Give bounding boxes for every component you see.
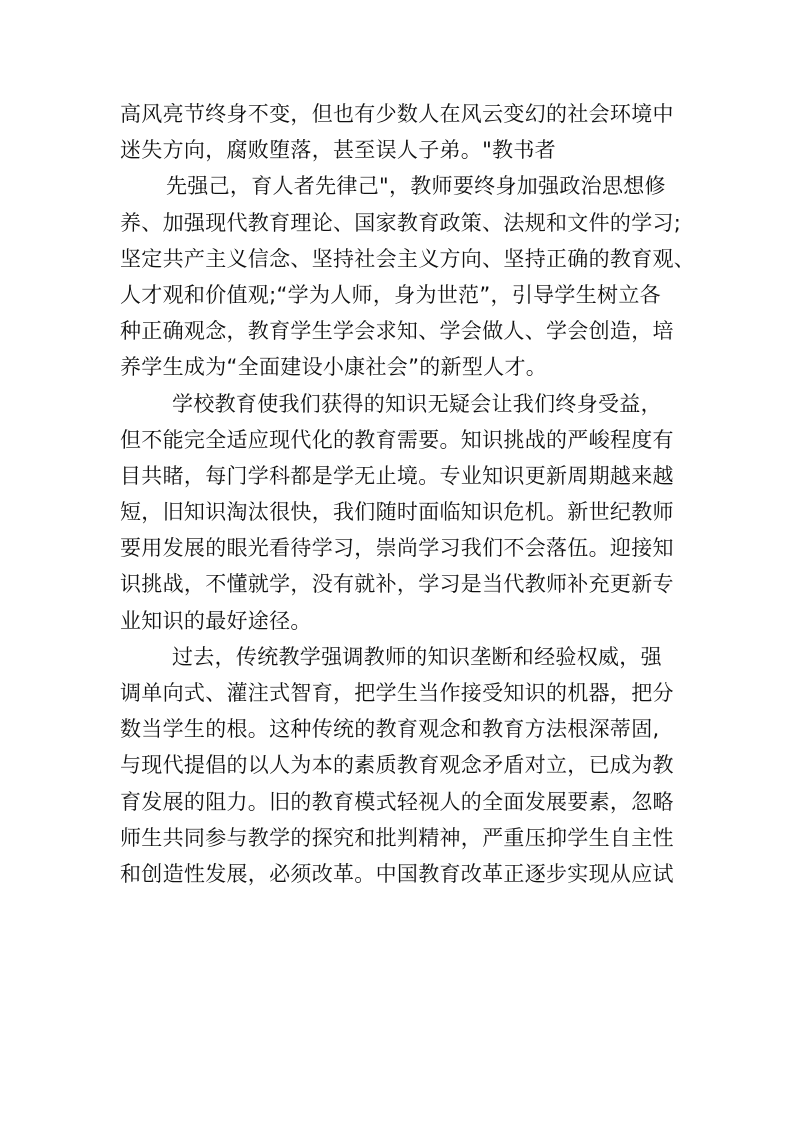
text-line: 学校教育使我们获得的知识无疑会让我们终身受益， [172, 391, 662, 416]
text-line: 和创造性发展，必须改革。中国教育改革正逐步实现从应试 [120, 861, 674, 886]
paragraph-1 [120, 96, 680, 168]
text-line: 养学生成为“全面建设小康社会”的新型人才。 [120, 355, 548, 380]
text-line: 目共睹，每门学科都是学无止境。专业知识更新周期越来越 [120, 463, 674, 488]
text-line: 识挑战，不懂就学，没有就补，学习是当代教师补充更新专 [120, 572, 674, 597]
text-line: 迷失方向，腐败堕落，甚至误人子弟。"教书者 [120, 138, 556, 163]
paragraph-4 [120, 639, 680, 892]
text-line: 调单向式、灌注式智育，把学生当作接受知识的机器，把分 [120, 681, 674, 705]
text-line: 数当学生的根。这种传统的教育观念和教育方法根深蒂固, [120, 717, 660, 742]
document-body [120, 96, 696, 892]
text-line: 短，旧知识淘汰很快，我们随时面临知识危机。新世纪教师 [120, 500, 674, 525]
text-line: 种正确观念，教育学生学会求知、学会做人、学会创造，培 [120, 319, 674, 344]
text-line: 过去，传统教学强调教师的知识垄断和经验权威，强 [172, 644, 662, 669]
paragraph-3 [120, 386, 680, 639]
text-line: 要用发展的眼光看待学习，崇尚学习我们不会落伍。迎接知 [120, 536, 674, 561]
text-line: 养、加强现代教育理论、国家教育政策、法规和文件的学习; [120, 210, 682, 235]
paragraph-2 [120, 168, 696, 385]
text-line: 先强己，育人者先律己"，教师要终身加强政治思想修 [166, 174, 666, 199]
text-line: 人才观和价值观;“学为人师，身为世范”，引导学生树立各 [120, 282, 661, 307]
text-line: 育发展的阻力。旧的教育模式轻视人的全面发展要素，忽略 [120, 789, 674, 814]
text-line: 坚定共产主义信念、坚持社会主义方向、坚持正确的教育观、 [120, 246, 696, 271]
text-line: 师生共同参与教学的探究和批判精神，严重压抑学生自主性 [120, 825, 674, 850]
text-line: 业知识的最好途径。 [120, 608, 312, 633]
text-line: 高风亮节终身不变，但也有少数人在风云变幻的社会环境中 [120, 102, 674, 126]
text-line: 但不能完全适应现代化的教育需要。知识挑战的严峻程度有 [120, 427, 674, 452]
text-line: 与现代提倡的以人为本的素质教育观念矛盾对立，已成为教 [120, 753, 674, 778]
